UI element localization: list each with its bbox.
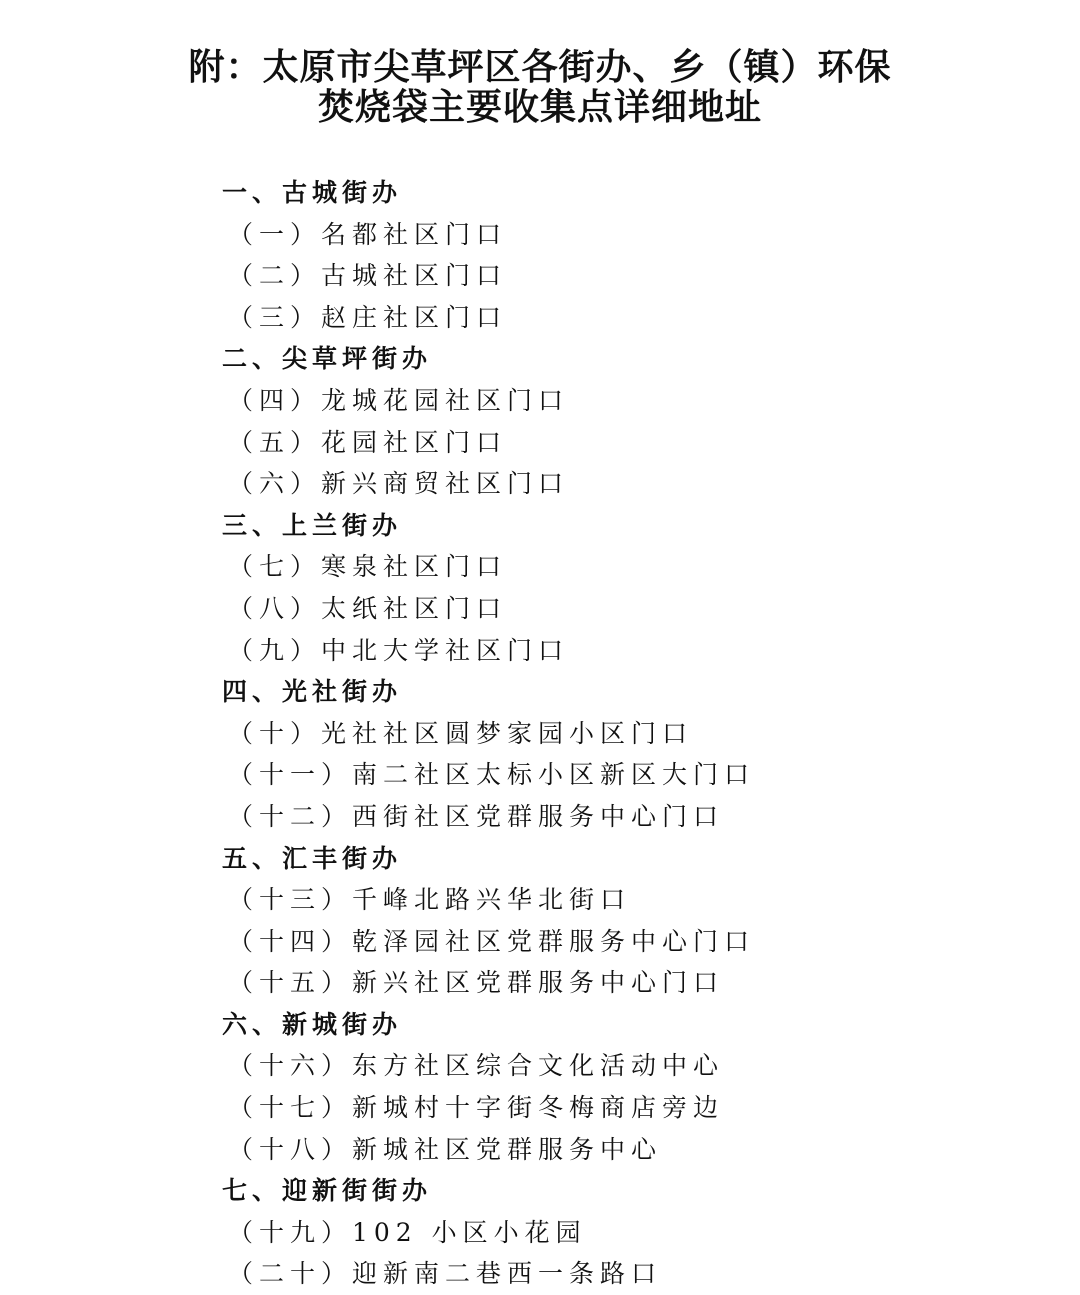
section-heading: 五、汇丰街办 [222, 843, 403, 873]
section-heading: 三、上兰街办 [222, 510, 403, 540]
list-item: （十六）东方社区综合文化活动中心 [228, 1051, 725, 1081]
list-item: （十四）乾泽园社区党群服务中心门口 [228, 926, 756, 956]
section-xincheng [222, 1004, 1042, 1170]
list-item: （十二）西街社区党群服务中心门口 [228, 801, 725, 831]
list-item: （六）新兴商贸社区门口 [228, 469, 570, 499]
list-item: （十三）千峰北路兴华北街口 [228, 885, 632, 915]
collection-point-list [222, 172, 1042, 1295]
list-item: （二）古城社区门口 [228, 261, 508, 291]
section-yingxinjie [222, 1170, 1042, 1295]
list-item: （四）龙城花园社区门口 [228, 385, 570, 415]
list-item: （七）寒泉社区门口 [228, 552, 508, 582]
list-item: （十）光社社区圆梦家园小区门口 [228, 718, 694, 748]
section-heading: 二、尖草坪街办 [222, 344, 433, 374]
document-title-line-1: 附：太原市尖草坪区各街办、乡（镇）环保 [188, 47, 892, 88]
section-huifeng [222, 838, 1042, 1004]
section-heading: 一、古城街办 [222, 178, 403, 207]
list-item: （十八）新城社区党群服务中心 [228, 1134, 663, 1164]
list-item: （一）名都社区门口 [228, 219, 508, 249]
section-heading: 四、光社街办 [222, 677, 403, 707]
list-item: （八）太纸社区门口 [228, 593, 508, 623]
document-title-line-2: 焚烧袋主要收集点详细地址 [317, 87, 762, 128]
list-item: （九）中北大学社区门口 [228, 635, 570, 665]
list-item: （三）赵庄社区门口 [228, 302, 508, 332]
section-jiancaoping [222, 338, 1042, 504]
list-item: （二十）迎新南二巷西一条路口 [228, 1259, 663, 1289]
section-gucheng [222, 172, 1042, 338]
section-heading: 七、迎新街街办 [222, 1176, 433, 1206]
section-guangshe [222, 671, 1042, 837]
list-item: （十一）南二社区太标小区新区大门口 [228, 760, 756, 790]
section-heading: 六、新城街办 [222, 1009, 403, 1039]
list-item: （十九）102 小区小花园 [228, 1217, 587, 1247]
list-item: （十七）新城村十字街冬梅商店旁边 [228, 1093, 725, 1123]
list-item: （十五）新兴社区党群服务中心门口 [228, 968, 725, 998]
section-shanglan [222, 505, 1042, 671]
list-item: （五）花园社区门口 [228, 427, 508, 457]
